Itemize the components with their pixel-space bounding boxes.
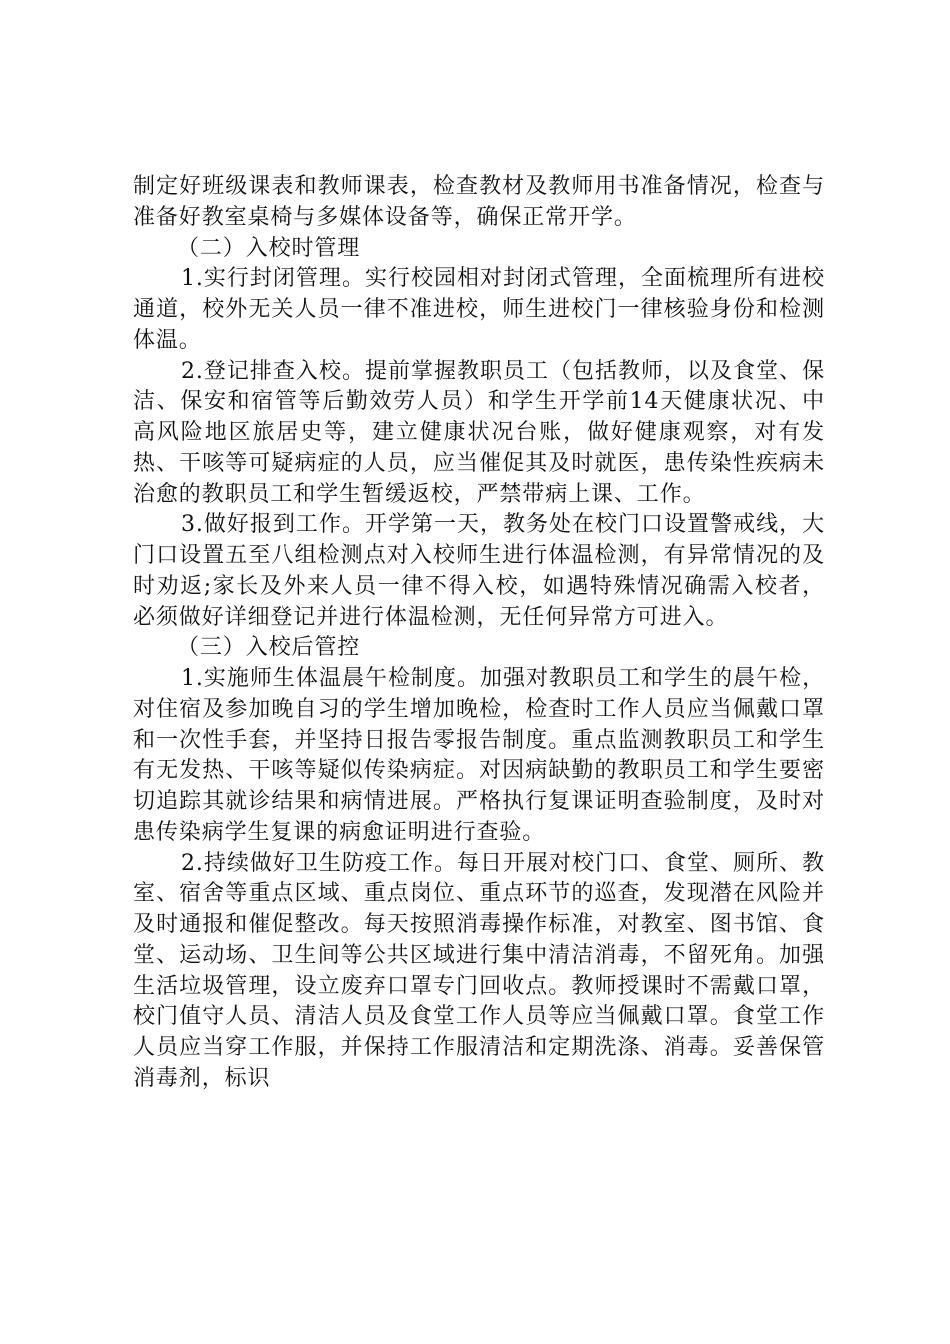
paragraph-closed-management: 1.实行封闭管理。实行校园相对封闭式管理，全面梳理所有进校通道，校外无关人员一律不准进校，师生进校门一律核验身份和检测体温。: [133, 266, 825, 353]
paragraph-reporting-work: 3.做好报到工作。开学第一天，教务处在校门口设置警戒线，大门口设置五至八组检测点对入校师生进行体温检测，有异常情况的及时劝返;家长及外来人员一律不得入校，如遇特殊情况确需入校者，必须做好详细登记并进行体温检测，无任何异常方可进入。: [133, 512, 825, 630]
paragraph-continuation: 制定好班级课表和教师课表，检查教材及教师用书准备情况，检查与准备好教室桌椅与多媒体设备等，确保正常开学。: [133, 174, 825, 230]
paragraph-hygiene-prevention: 2.持续做好卫生防疫工作。每日开展对校门口、食堂、厕所、教室、宿舍等重点区域、重点岗位、重点环节的巡查，发现潜在风险并及时通报和催促整改。每天按照消毒操作标准，对教室、图书馆、食堂、运动场、卫生间等公共区域进行集中清洁消毒，不留死角。加强生活垃圾管理，设立废弃口罩专门回收点。教师授课时不需戴口罩，校门值守人员、清洁人员及食堂工作人员等应当佩戴口罩。食堂工作人员应当穿工作服，并保持工作服清洁和定期洗涤、消毒。妥善保管消毒剂，标识: [133, 850, 825, 1091]
paragraph-temperature-check: 1.实施师生体温晨午检制度。加强对教职员工和学生的晨午检，对住宿及参加晚自习的学生增加晚检，检查时工作人员应当佩戴口罩和一次性手套，并坚持日报告零报告制度。重点监测教职员工和学生有无发热、干咳等疑似传染病症。对因病缺勤的教职员工和学生要密切追踪其就诊结果和病情进展。严格执行复课证明查验制度，及时对患传染病学生复课的病愈证明进行查验。: [133, 666, 825, 845]
section-heading-3: （三）入校后管控: [177, 635, 361, 661]
section-heading-2: （二）入校时管理: [177, 235, 361, 261]
paragraph-registration-check: 2.登记排查入校。提前掌握教职员工（包括教师，以及食堂、保洁、保安和宿管等后勤效劳人员）和学生开学前14天健康状况、中高风险地区旅居史等，建立健康状况台账，做好健康观察，对有发热、干咳等可疑病症的人员，应当催促其及时就医，患传染性疾病未治愈的教职员工和学生暂缓返校，严禁带病上课、工作。: [133, 358, 825, 507]
document-page: [133, 172, 825, 1095]
